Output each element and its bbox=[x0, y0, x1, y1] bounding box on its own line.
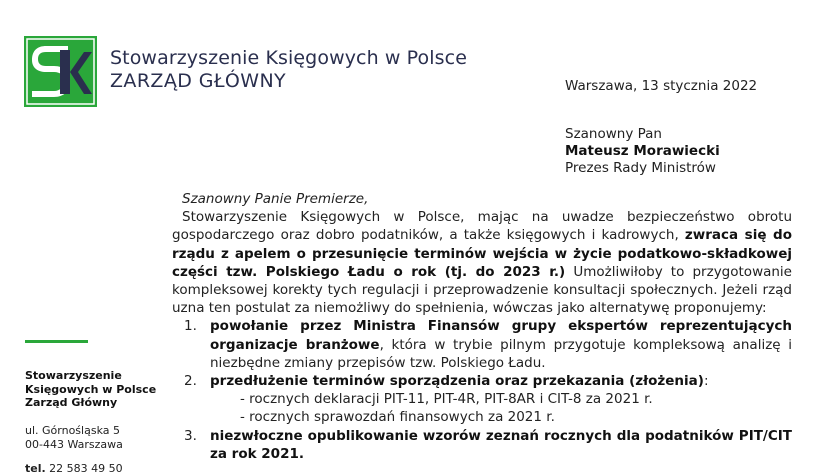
letter-paragraph: Stowarzyszenie Księgowych w Polsce, mając na uwadze bezpieczeństwo obrotu gospodarczego oraz dobro podatników, a także księgowych i kadrowych, zwraca się do rządu z apelem o przesunięcie terminów wejścia w życie podatkowo-składkowej części tzw. Polskiego Ładu o rok (tj. do 2023 r.) Umożliwiłoby to przygotowanie kompleksowej korekty tych regulacji i przeprowadzenie konsultacji społecznych. Jeżeli rząd uzna ten postulat za niemożliwy do spełnienia, wówczas jako alternatywę proponujemy: bbox=[172, 209, 792, 317]
sk-logo bbox=[24, 36, 97, 107]
org-subtitle: ZARZĄD GŁÓWNY bbox=[110, 70, 287, 92]
sidebar-address bbox=[25, 424, 123, 451]
sub-item: - rocznych sprawozdań finansowych za 2021 r. bbox=[240, 409, 555, 426]
letter-body bbox=[172, 190, 792, 463]
letter-greeting: Szanowny Panie Premierze, bbox=[182, 191, 369, 207]
org-name: Stowarzyszenie Księgowych w Polsce bbox=[110, 47, 467, 69]
address-city: 00-443 Warszawa bbox=[25, 437, 123, 451]
list-item: 2. przedłużenie terminów sporządzenia oraz przekazania (złożenia): - rocznych deklaracji PIT-11, PIT-4R, PIT-8AR i CIT-8 za 2021 r. - rocznych sprawozdań finansowych za 2021 r. bbox=[172, 372, 792, 427]
sidebar-org bbox=[25, 369, 156, 410]
sidebar-org-line: Zarząd Główny bbox=[25, 396, 118, 409]
list-item: 1. powołanie przez Ministra Finansów grupy ekspertów reprezentujących organizacje branżowe, która w trybie pilnym przygotuje kompleksową analizę i niezbędne zmiany przepisów tzw. Polskiego Ładu. bbox=[184, 318, 792, 371]
sidebar-org-line: Księgowych w Polsce bbox=[25, 382, 157, 396]
sub-item: - rocznych deklaracji PIT-11, PIT-4R, PIT-8AR i CIT-8 za 2021 r. bbox=[240, 391, 653, 408]
proposal-list bbox=[172, 317, 792, 463]
recipient-name: Mateusz Morawiecki bbox=[565, 143, 720, 159]
sidebar-org-line: Stowarzyszenie bbox=[25, 369, 122, 382]
sidebar-phone bbox=[25, 462, 123, 476]
address-street: ul. Górnośląska 5 bbox=[25, 424, 120, 437]
recipient-block bbox=[565, 126, 720, 177]
phone-value: 22 583 49 50 bbox=[49, 462, 123, 475]
phone-label: tel. bbox=[25, 462, 46, 475]
letter-date: Warszawa, 13 stycznia 2022 bbox=[565, 78, 758, 94]
list-item: 3. niezwłoczne opublikowanie wzorów zeznań rocznych dla podatników PIT/CIT za rok 2021. bbox=[184, 427, 792, 462]
recipient-salutation: Szanowny Pan bbox=[565, 126, 662, 142]
sidebar-divider bbox=[25, 340, 88, 343]
recipient-title: Prezes Rady Ministrów bbox=[565, 160, 716, 176]
